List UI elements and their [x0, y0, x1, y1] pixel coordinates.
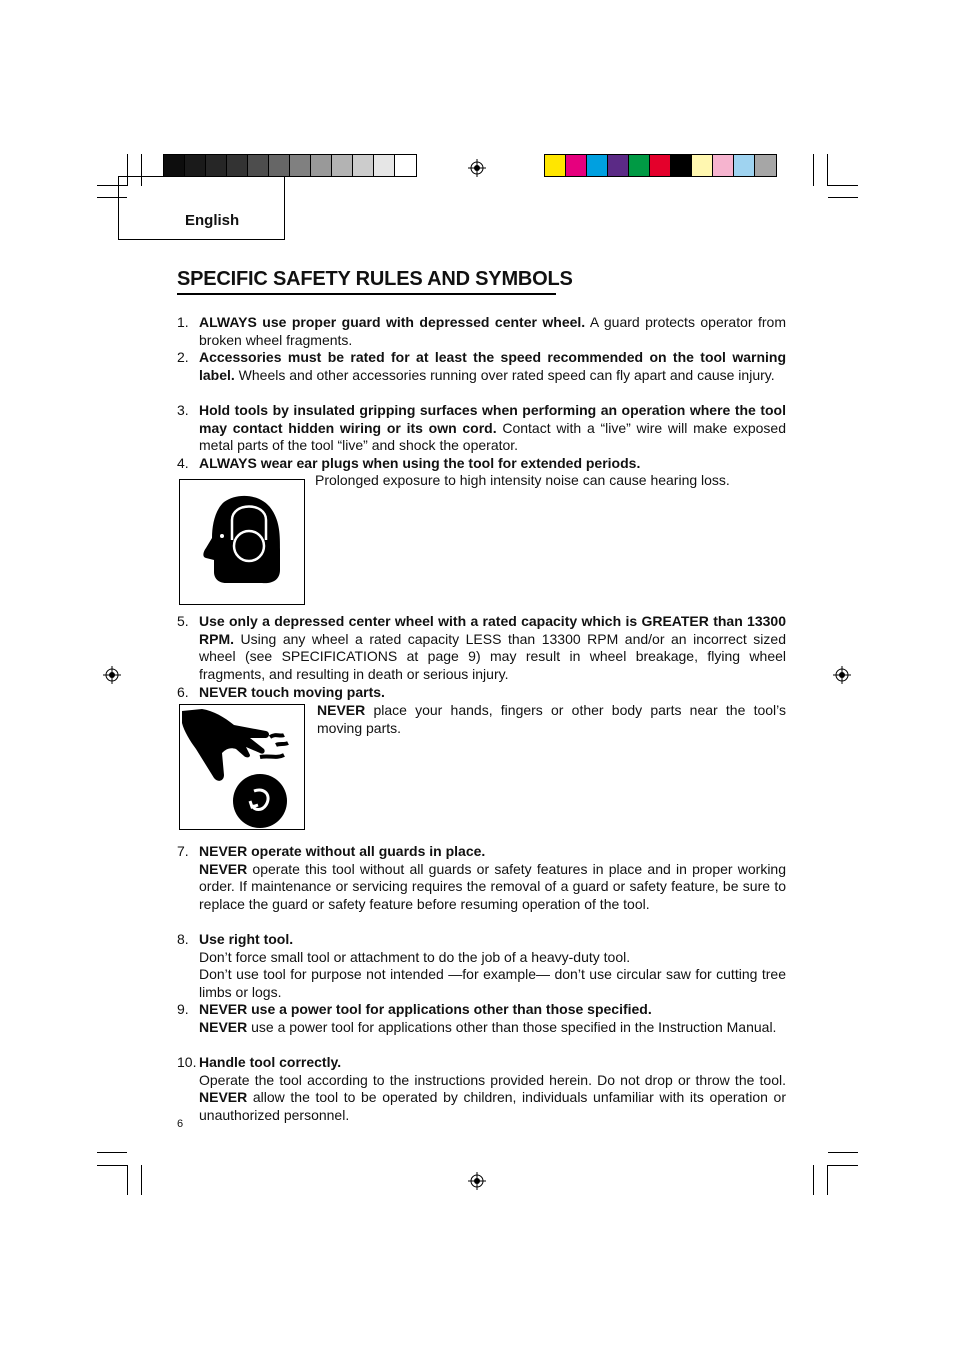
rule-text: A guard protects operator from broken wheel fragments. — [199, 314, 786, 348]
rule-text: Wheels and other accessories running over rated speed can fly apart and cause injury. — [234, 366, 775, 383]
rule-heading: Use right tool. — [199, 931, 294, 947]
color-swatch — [206, 155, 227, 176]
language-tab — [118, 176, 285, 240]
rule-text: Contact with a “live” wire will make exposed metal parts of the tool “live” and shock the operator. — [199, 419, 787, 454]
safety-rule-6 — [177, 684, 786, 702]
rule-heading: Handle tool correctly. — [199, 1054, 342, 1070]
color-swatch — [755, 155, 776, 176]
rule-number: 8. — [177, 931, 189, 947]
rule-text: Don’t force small tool or attachment to do the job of a heavy-duty tool. — [199, 948, 631, 965]
page-title: SPECIFIC SAFETY RULES AND SYMBOLS — [177, 268, 556, 295]
color-swatch — [566, 155, 587, 176]
color-swatch — [248, 155, 269, 176]
rule-emphasis: NEVER — [199, 860, 248, 877]
rule-text: Using any wheel a rated capacity LESS than 13300 RPM and/or an incorrect sized wheel (see SPECIFICATIONS at page 9) may result in wheel breakage, flying wheel fragments, and resulting in death or serious injury. — [199, 630, 786, 683]
rule-number: 3. — [177, 402, 189, 418]
safety-rule-10 — [177, 1054, 786, 1125]
safety-rule-1 — [177, 314, 786, 349]
crop-mark — [828, 185, 858, 186]
color-swatch — [353, 155, 374, 176]
safety-rule-9 — [177, 1001, 786, 1036]
rule-number: 5. — [177, 613, 189, 629]
crop-mark — [97, 1152, 127, 1153]
gray-swatch-bar — [163, 154, 417, 177]
safety-rule-2 — [177, 349, 786, 384]
crop-mark — [828, 197, 858, 198]
rule-heading: Hold tools by insulated gripping surfaces when performing an operation where the tool may contact hidden wiring or its own cord. — [199, 402, 786, 436]
safety-rule-4 — [177, 455, 786, 473]
rule-text: Operate the tool according to the instructions provided herein. Do not drop or throw the tool. — [199, 1071, 786, 1088]
color-swatch — [692, 155, 713, 176]
rule-number: 9. — [177, 1001, 189, 1017]
crop-mark — [813, 154, 814, 186]
hearing-protection-pictogram — [179, 479, 305, 605]
color-swatch — [185, 155, 206, 176]
color-swatch — [629, 155, 650, 176]
crop-mark — [828, 1152, 858, 1153]
color-swatch — [671, 155, 692, 176]
safety-rule-8 — [177, 931, 786, 1002]
crop-mark — [813, 1165, 814, 1195]
rule-heading: NEVER use a power tool for applications other than those specified. — [199, 1001, 652, 1017]
rule-heading: ALWAYS use proper guard with depressed center wheel. — [199, 314, 586, 330]
hearing-protection-icon — [180, 480, 303, 603]
color-swatch — [587, 155, 608, 176]
rule-number: 7. — [177, 843, 189, 859]
color-swatch — [713, 155, 734, 176]
crop-mark — [127, 1165, 128, 1195]
registration-mark-icon — [833, 666, 851, 684]
rule-text: allow the tool to be operated by children, individuals unfamiliar with its operation or unauthorized personnel. — [199, 1089, 786, 1124]
registration-mark-icon — [468, 1172, 486, 1190]
rule-number: 1. — [177, 314, 189, 330]
rule-heading: ALWAYS wear ear plugs when using the tool for extended periods. — [199, 455, 641, 471]
rule-number: 10. — [177, 1054, 197, 1070]
rule-number: 6. — [177, 684, 189, 700]
color-swatch — [734, 155, 755, 176]
rule-heading: Accessories must be rated for at least the speed recommended on the tool warning label. — [199, 349, 786, 383]
safety-rule-7 — [177, 843, 786, 914]
crop-mark — [97, 1165, 127, 1166]
crop-mark — [141, 1165, 142, 1195]
language-label: English — [185, 212, 240, 229]
rule-heading: NEVER operate without all guards in place. — [199, 843, 486, 859]
color-swatch — [395, 155, 416, 176]
crop-mark — [827, 154, 828, 186]
rule-number: 2. — [177, 349, 189, 365]
rule-6-note — [317, 702, 786, 737]
safety-rule-5 — [177, 613, 786, 684]
rule-6-note-emphasis: NEVER — [317, 702, 366, 718]
color-swatch — [227, 155, 248, 176]
color-swatch — [332, 155, 353, 176]
color-swatch — [650, 155, 671, 176]
registration-mark-icon — [468, 159, 486, 177]
rule-emphasis: NEVER — [199, 1018, 248, 1035]
color-swatch — [374, 155, 395, 176]
rule-6-note-text: place your hands, fingers or other body parts near the tool’s moving parts. — [317, 702, 786, 736]
crop-mark — [828, 1165, 858, 1166]
color-swatch — [164, 155, 185, 176]
safety-rule-3 — [177, 402, 786, 455]
color-swatch — [290, 155, 311, 176]
rule-heading: Use only a depressed center wheel with a rated capacity which is GREATER than 13300 RPM. — [199, 613, 786, 647]
crop-mark — [827, 1165, 828, 1195]
color-swatch-bar — [544, 154, 777, 177]
color-swatch — [311, 155, 332, 176]
rule-number: 4. — [177, 455, 189, 471]
rule-text: use a power tool for applications other than those specified in the Instruction Manual. — [247, 1018, 777, 1035]
color-swatch — [608, 155, 629, 176]
moving-parts-pictogram — [179, 704, 305, 830]
moving-parts-hand-icon — [180, 705, 303, 828]
rule-text: operate this tool without all guards or safety features in place and in proper working order. If maintenance or servicing requires the removal of a guard or safety feature, be sure to replace the guard or safety feature before resuming operation of the tool. — [199, 860, 786, 913]
rule-emphasis: NEVER — [199, 1089, 248, 1106]
rule-4-note: Prolonged exposure to high intensity noise can cause hearing loss. — [315, 472, 730, 488]
rule-text: Don’t use tool for purpose not intended —for example— don’t use circular saw for cutting tree limbs or logs. — [199, 966, 786, 1001]
registration-mark-icon — [103, 666, 121, 684]
color-swatch — [269, 155, 290, 176]
page-number: 6 — [177, 1118, 184, 1130]
color-swatch — [545, 155, 566, 176]
rule-heading: NEVER touch moving parts. — [199, 684, 385, 700]
